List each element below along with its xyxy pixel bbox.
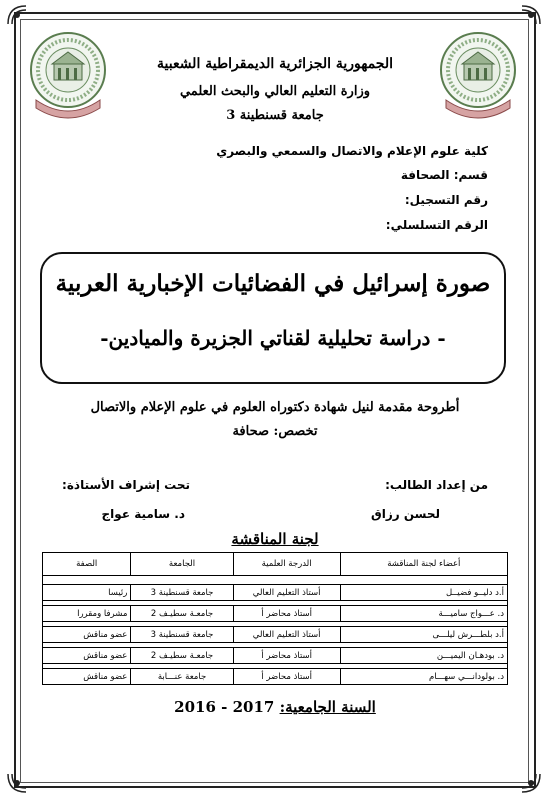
member-role: مشرفا ومقررا xyxy=(43,606,131,622)
member-university: جامعـة سطيـف 2 xyxy=(131,606,233,622)
ornament-corner-icon xyxy=(520,772,542,794)
committee-title: لجنة المناقشة xyxy=(231,530,319,548)
university-seal-icon xyxy=(438,30,518,122)
column-header: أعضاء لجنة المناقشة xyxy=(340,553,507,576)
supervisor-name: د. سامية عواج xyxy=(101,507,185,521)
thesis-specialty: تخصص: صحافة xyxy=(232,424,318,439)
committee-table xyxy=(42,552,508,685)
column-header: الدرجة العلمية xyxy=(233,553,340,576)
member-name: أ.د بلطـــرش ليلـــى xyxy=(340,627,507,643)
table-row xyxy=(43,627,508,643)
academic-year-label: السنة الجامعية: xyxy=(279,698,376,716)
member-university: جامعـة سطيـف 2 xyxy=(131,648,233,664)
ministry-heading: وزارة التعليم العالي والبحث العلمي xyxy=(179,84,371,99)
republic-heading: الجمهورية الجزائرية الديمقراطية الشعبية xyxy=(156,56,393,72)
table-header-row xyxy=(43,553,508,576)
thesis-title: صورة إسرائيل في الفضائيات الإخبارية العربية xyxy=(55,270,491,297)
member-role: عضو مناقش xyxy=(43,669,131,685)
ornament-corner-icon xyxy=(6,4,28,26)
academic-year-value: 2016 - 2017 xyxy=(174,698,275,716)
member-university: جامعة عنـــابة xyxy=(131,669,233,685)
ornament-corner-icon xyxy=(520,4,542,26)
member-rank: أستاذ التعليم العالي xyxy=(233,627,340,643)
member-name: أ.د دليــو فضيــل xyxy=(340,585,507,601)
university-seal-icon xyxy=(28,30,108,122)
thesis-title-box xyxy=(40,252,506,384)
column-header: الصفة xyxy=(43,553,131,576)
member-role: عضو مناقش xyxy=(43,648,131,664)
table-spacer xyxy=(43,576,508,585)
member-name: د. بودهـان اليميـــن xyxy=(340,648,507,664)
member-role: رئيسا xyxy=(43,585,131,601)
department-line: قسم: الصحافة xyxy=(400,168,488,182)
university-heading: جامعة قسنطينة 3 xyxy=(226,108,324,123)
student-label: من إعداد الطالب: xyxy=(385,478,488,492)
member-name: د. بولودانـــي سهـــام xyxy=(340,669,507,685)
column-header: الجامعة xyxy=(131,553,233,576)
member-university: جامعة قسنطينة 3 xyxy=(131,627,233,643)
academic-year xyxy=(0,698,550,716)
faculty-line: كلية علوم الإعلام والاتصال والسمعي والبصري xyxy=(216,144,488,158)
registration-line: رقم التسجيل: xyxy=(404,193,488,207)
student-name: لحسن رزاق xyxy=(371,507,440,521)
thesis-description: أطروحة مقدمة لنيل شهادة دكتوراه العلوم في علوم الإعلام والاتصال xyxy=(90,400,460,415)
member-rank: أستاذ محاضر أ xyxy=(233,648,340,664)
table-row xyxy=(43,585,508,601)
serial-line: الرقم التسلسلي: xyxy=(385,218,488,232)
member-rank: أستاذ محاضر أ xyxy=(233,669,340,685)
member-rank: أستاذ التعليم العالي xyxy=(233,585,340,601)
table-row xyxy=(43,648,508,664)
member-rank: أستاذ محاضر أ xyxy=(233,606,340,622)
table-row xyxy=(43,669,508,685)
table-row xyxy=(43,606,508,622)
member-role: عضو مناقش xyxy=(43,627,131,643)
member-university: جامعة قسنطينة 3 xyxy=(131,585,233,601)
member-name: د. عـــواج ساميـــة xyxy=(340,606,507,622)
ornament-corner-icon xyxy=(6,772,28,794)
thesis-subtitle: - دراسة تحليلية لقناتي الجزيرة والميادين- xyxy=(100,326,446,350)
supervisor-label: تحت إشراف الأستاذة: xyxy=(62,478,190,492)
